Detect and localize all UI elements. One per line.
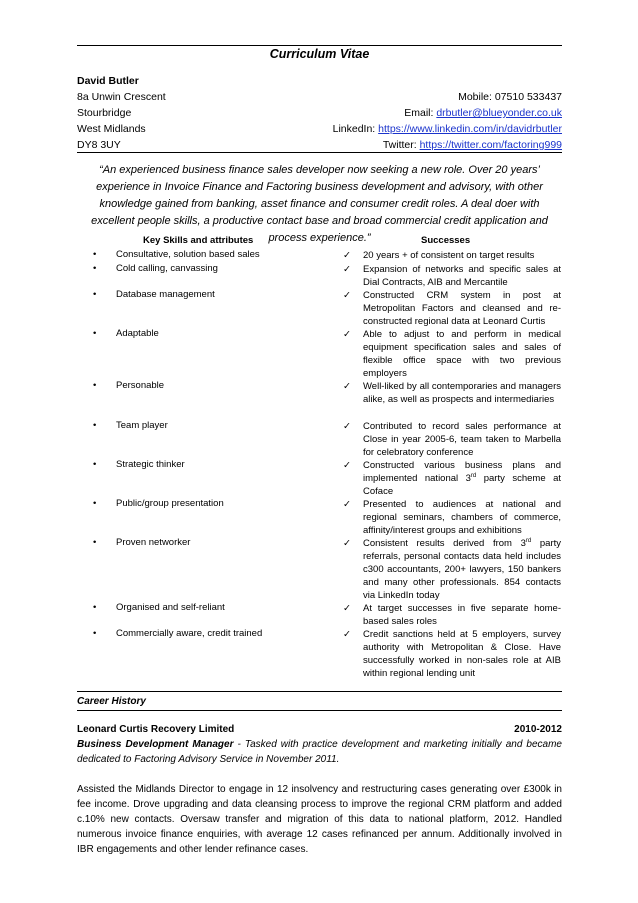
job-role-line (77, 737, 562, 767)
bullet-icon: • (93, 289, 97, 300)
checkmark-icon: ✓ (343, 629, 351, 640)
job-title: Business Development Manager (77, 739, 234, 750)
address-line-4: DY8 3UY (77, 139, 121, 151)
linkedin-link[interactable]: https://www.linkedin.com/in/davidrbutler (378, 123, 562, 135)
address-line-1: 8a Unwin Crescent (77, 91, 166, 103)
profile-summary: “An experienced business finance sales developer now seeking a new role. Over 20 years’ experience in Invoice Finance and Factoring business development and advisory, with other knowledge gained from banking, asset finance and consumer credit roles. A deal doer with excellent people skills, a productive contact base and broad commercial credit application and process experience.” (91, 164, 548, 244)
checkmark-icon: ✓ (343, 329, 351, 340)
bullet-icon: • (93, 263, 97, 274)
job-dates: 2010-2012 (514, 724, 562, 735)
bullet-icon: • (93, 498, 97, 509)
address-line-3: West Midlands (77, 123, 146, 135)
checkmark-icon: ✓ (343, 264, 351, 275)
checkmark-icon: ✓ (343, 538, 351, 549)
success-item: ✓ Expansion of networks and specific sales at Dial Contracts, AIB and Mercantile (343, 264, 561, 288)
email-label: Email: (404, 107, 437, 119)
job-role-description: - Tasked with practice development and marketing initially and became dedicated to Factoring Advisory Service in November 2011. (77, 739, 562, 765)
career-heading: Career History (77, 696, 146, 707)
checkmark-icon: ✓ (343, 250, 351, 261)
linkedin-label: LinkedIn: (332, 123, 379, 135)
document-title: Curriculum Vitae (269, 47, 370, 61)
mobile-number: Mobile: 07510 533437 (458, 91, 562, 103)
checkmark-icon: ✓ (343, 460, 351, 471)
job-company: Leonard Curtis Recovery Limited (77, 724, 235, 735)
bullet-icon: • (93, 380, 97, 391)
contact-rule (77, 152, 562, 153)
contact-block (77, 73, 562, 153)
success-item: ✓ Able to adjust to and perform in medical equipment specification sales and sales of flexible office space with two previous employers (343, 329, 561, 379)
bullet-icon: • (93, 328, 97, 339)
checkmark-icon: ✓ (343, 603, 351, 614)
bullet-icon: • (93, 459, 97, 470)
twitter-link[interactable]: https://twitter.com/factoring999 (419, 139, 562, 151)
success-item: ✓ Constructed various business plans and implemented national 3rd party scheme at Coface (343, 460, 561, 497)
bullet-icon: • (93, 537, 97, 548)
checkmark-icon: ✓ (343, 381, 351, 392)
checkmark-icon: ✓ (343, 290, 351, 301)
success-item: ✓ At target successes in five separate home-based sales roles (343, 603, 561, 627)
email-link[interactable]: drbutler@blueyonder.co.uk (436, 107, 562, 119)
bullet-icon: • (93, 628, 97, 639)
skills-heading: Key Skills and attributes (143, 235, 254, 246)
checkmark-icon: ✓ (343, 499, 351, 510)
success-item: ✓ Constructed CRM system in post at Metropolitan Factors and cleansed and re-constructed regional data at Leonard Curtis (343, 290, 561, 327)
candidate-name: David Butler (77, 75, 139, 87)
successes-heading: Successes (421, 235, 471, 246)
address-line-2: Stourbridge (77, 107, 132, 119)
bullet-icon: • (93, 602, 97, 613)
job-entry (77, 722, 562, 857)
career-rule-bottom (77, 710, 562, 711)
twitter-label: Twitter: (382, 139, 420, 151)
bullet-icon: • (93, 420, 97, 431)
cv-page: Curriculum Vitae David Butler 8a Unwin Crescent Mobile: 07510 533437 Stourbridge Email: drbutler@blueyonder.co.uk West Midlands LinkedIn: https://www.linkedin.com/in/davidrbutler DY8 3UY Twitter: https://twitter.com/factoring999 “An experienced business finance sales developer now seeking a new role. Over 20 years’ experience in Invoice Finance and Factoring business development and advisory, with other knowledge gained from banking, asset finance and consumer credit roles. A deal doer with excellent people skills, a productive contact base and broad commercial credit application and process experience.” Key Skills and attributes Successes • Consultative, solution based sales • Cold calling, canvassing • Database management • Adaptable • Personable • Team player • Strategic thinker • Public/group presentation • Proven networker • Organised and self-reliant • Commercially aware, credit trained ✓ 20 years + of consistent on target results ✓ Expansion of networks and specific sales at Dial Contracts, AIB and Mercantile ✓ Constructed CRM system in post at Metropolitan Factors and cleansed and re-constructed regional data at Leonard Curtis ✓ Able to adjust to and perform in medical equipment specification sales and sales of flexible office space with two previous employers ✓ Well-liked by all contemporaries and managers alike, as well as prospects and intermediaries ✓ Contributed to record sales performance at Close in year 2005-6, team taken to Marbella for celebratory conference ✓ Constructed various business plans and implemented national 3rd party scheme at Coface ✓ Presented to audiences at national and regional seminars, chambers of commerce, affinity/interest groups and exhibitions ✓ Consistent results derived from 3rd party referrals, personal contacts data held includes c300 accountants, 200+ lawyers, 150 bankers and many other professionals. 854 contacts via LinkedIn today ✓ At target successes in five separate home-based sales roles ✓ Credit sanctions held at 5 employers, survey authority with Metropolitan & Close. Have successfully worked in non-sales role at AIB within regional lending unit Career History Leonard Curtis Recovery Limited 2010-2012 Business Development Manager - Tasked with practice development and marketing initially and became dedicated to Factoring Advisory Service in November 2011. Assisted the Midlands Director to engage in 12 insolvency and restructuring cases generating over £300k in fee income. Drove upgrading and data cleansing process to improve the regional CRM platform and added c.10% new contacts. Oversaw transfer and migration of this data to national platform, 2012. Handled numerous invoice finance enquiries, with average 12 cases refinanced per annum. Additionally involved in IBR engagements and other lender refinance cases. (77, 47, 562, 855)
success-item: ✓ Consistent results derived from 3rd party referrals, personal contacts data held includes c300 accountants, 200+ lawyers, 150 bankers and many other professionals. 854 contacts via LinkedIn today (343, 537, 561, 601)
success-item: ✓ Well-liked by all contemporaries and managers alike, as well as prospects and intermediaries (343, 381, 561, 405)
career-rule-top (77, 691, 562, 692)
bullet-icon: • (93, 249, 97, 260)
success-item: ✓ Credit sanctions held at 5 employers, survey authority with Metropolitan & Close. Have successfully worked in non-sales role at AIB within regional lending unit (343, 629, 561, 679)
success-item: ✓ 20 years + of consistent on target results (343, 250, 535, 261)
job-description: Assisted the Midlands Director to engage in 12 insolvency and restructuring cases generating over £300k in fee income. Drove upgrading and data cleansing process to improve the regional CRM platform and added c.10% new contacts. Oversaw transfer and migration of this data to national platform, 2012. Handled numerous invoice finance enquiries, with average 12 cases refinanced per annum. Additionally involved in IBR engagements and other lender refinance cases. (77, 784, 562, 855)
checkmark-icon: ✓ (343, 421, 351, 432)
success-item: ✓ Presented to audiences at national and regional seminars, chambers of commerce, affinity/interest groups and exhibitions (343, 499, 561, 536)
top-rule (77, 45, 562, 46)
success-item: ✓ Contributed to record sales performance at Close in year 2005-6, team taken to Marbella for celebratory conference (343, 421, 561, 458)
